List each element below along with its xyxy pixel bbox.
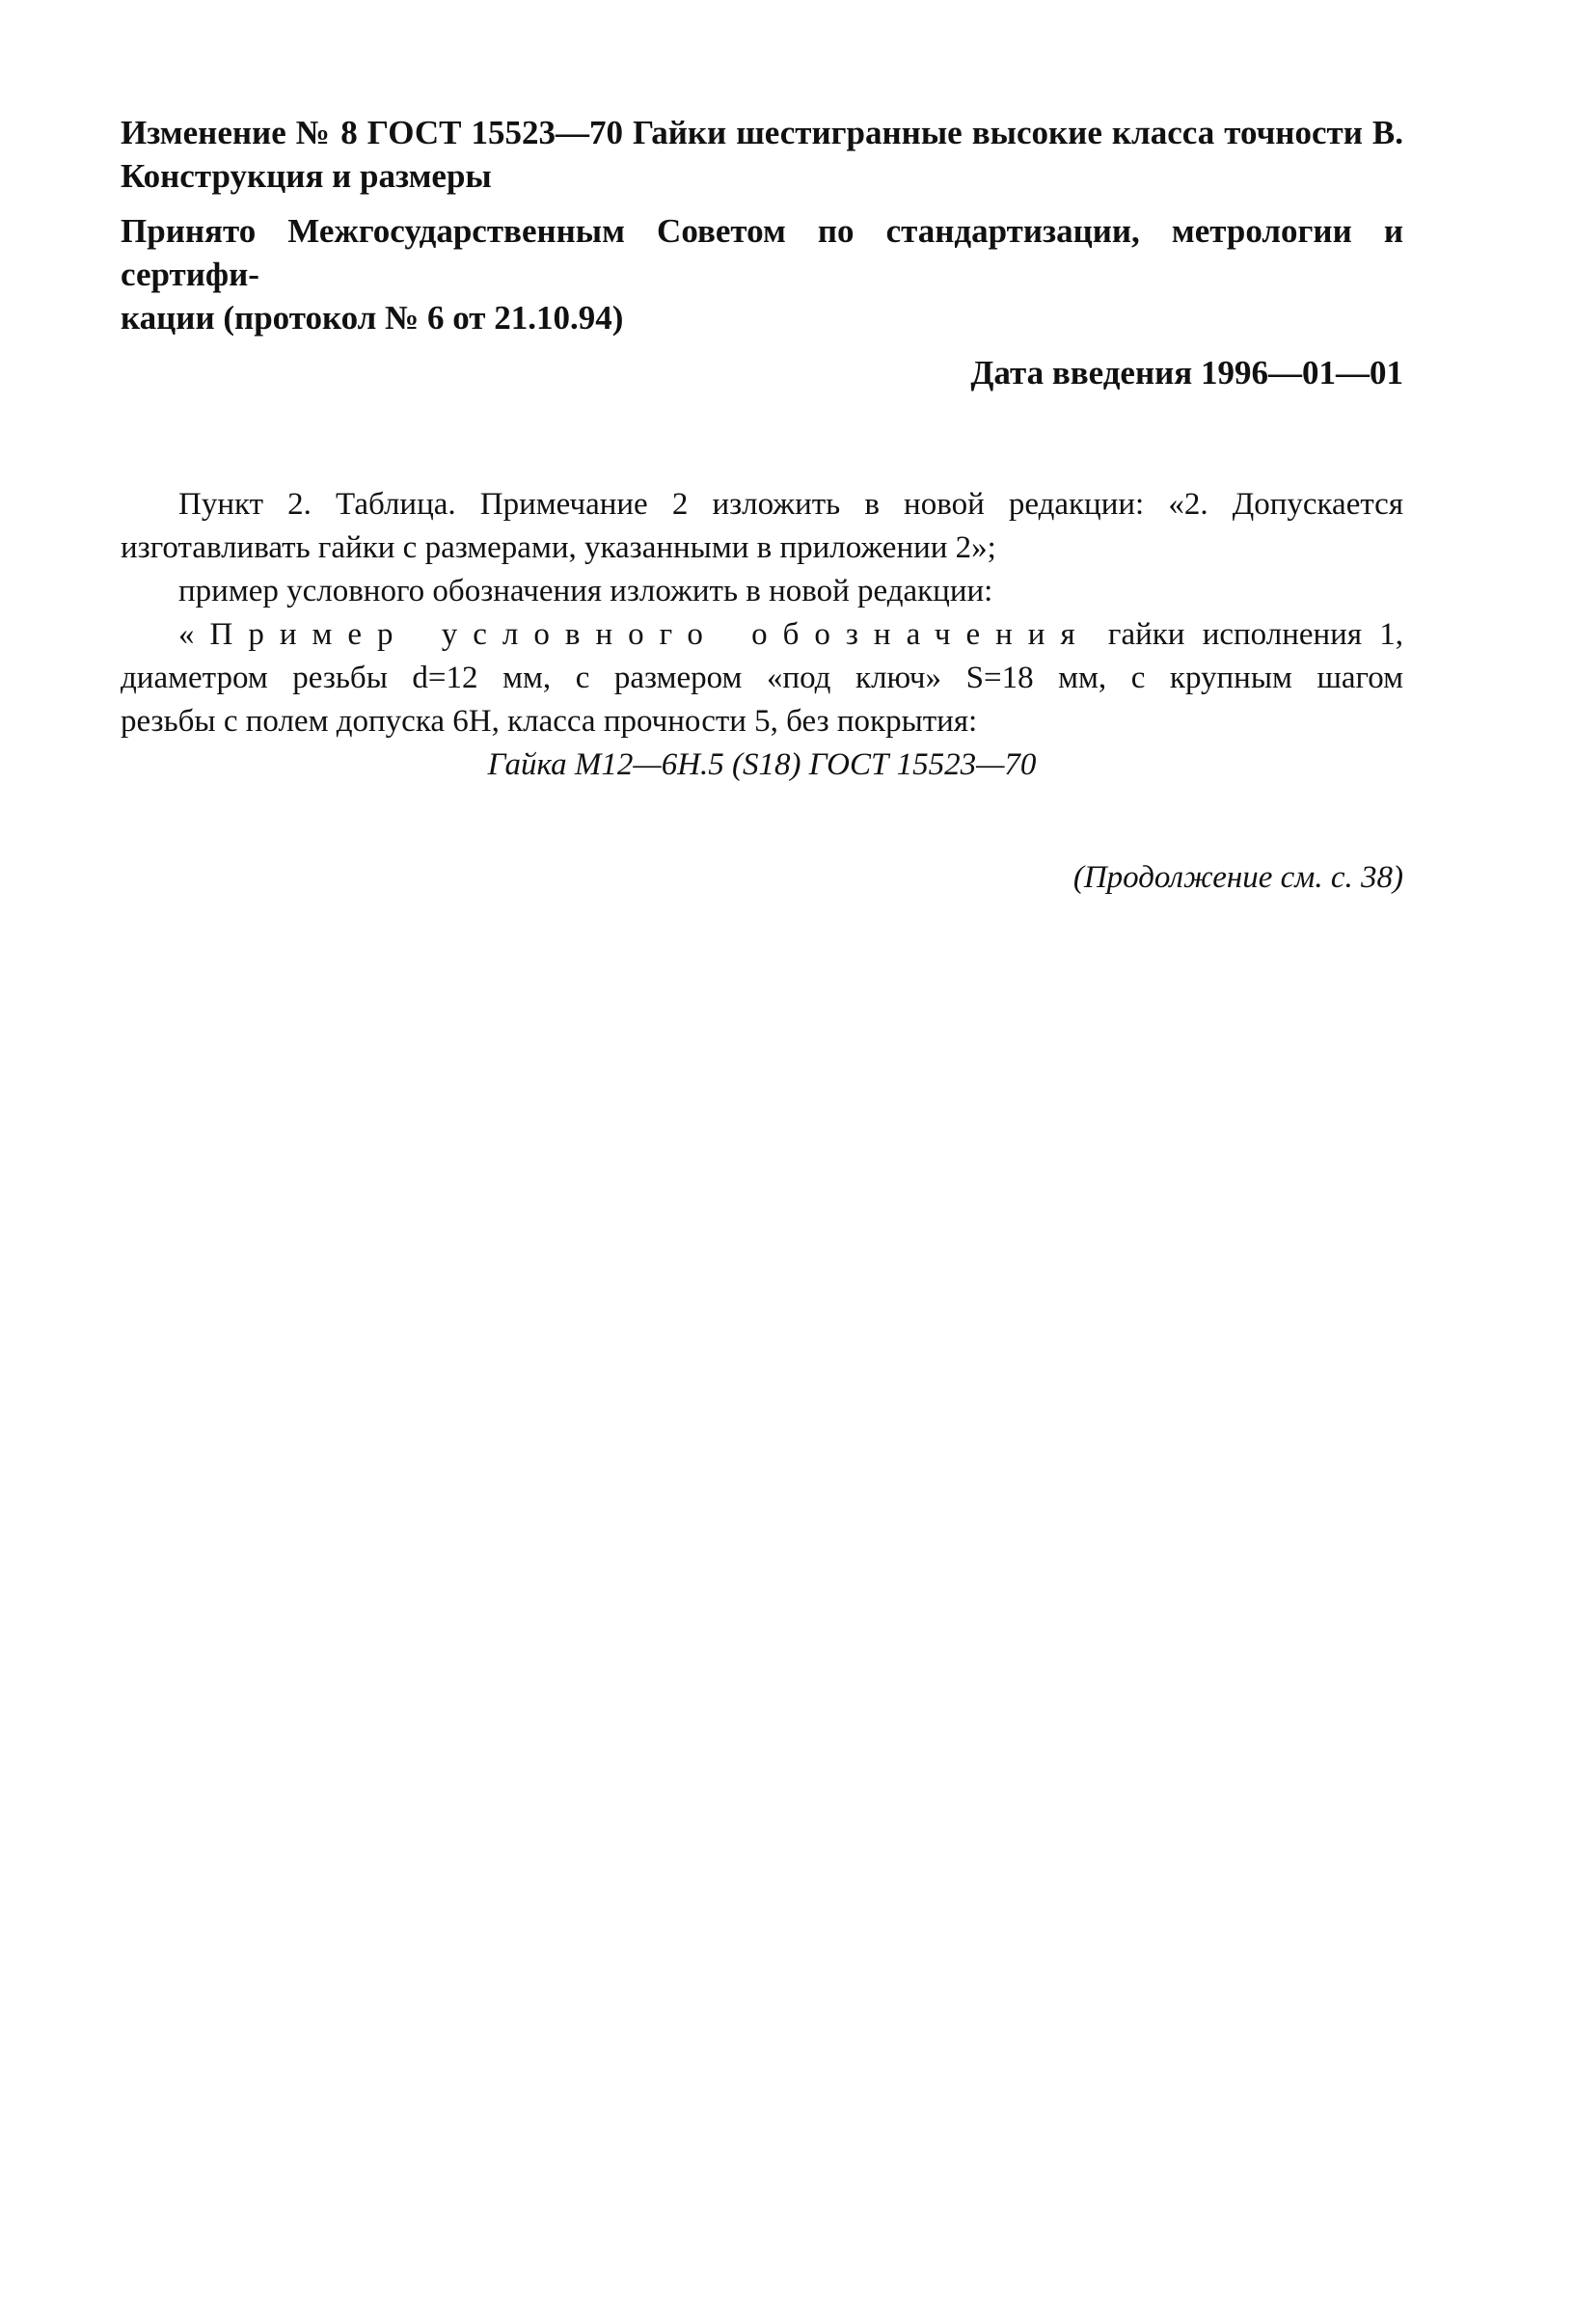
example-designation: Гайка М12—6Н.5 (S18) ГОСТ 15523—70 (487, 747, 1037, 782)
adopted-by (121, 209, 1403, 339)
title-line-1: Изменение № 8 ГОСТ 15523—70 Гайки шестигранные высокие класса точности В. (121, 114, 1403, 151)
paragraph-1-line-2: изготавливать гайки с размерами, указанными в приложении 2»; (121, 530, 996, 565)
paragraph-1-line-1: Пункт 2. Таблица. Примечание 2 изложить в новой редакции: «2. Допускается (178, 487, 1403, 522)
paragraph-2: пример условного обозначения изложить в новой редакции: (178, 574, 993, 608)
title-line-2: Конструкция и размеры (121, 157, 492, 195)
effective-date: Дата введения 1996—01—01 (970, 354, 1403, 392)
adopted-line-1: Принято Межгосударственным Советом по стандартизации, метрологии и сертифи- (121, 212, 1403, 293)
paragraph-3-line-3: резьбы с полем допуска 6Н, класса прочности 5, без покрытия: (121, 704, 978, 739)
adopted-line-2: кации (протокол № 6 от 21.10.94) (121, 299, 624, 337)
example-line-1-rest: гайки исполнения 1, (1090, 617, 1403, 652)
paragraph-3-line-1 (121, 613, 1403, 657)
paragraph-3-line-2: диаметром резьбы d=12 мм, с размером «под ключ» S=18 мм, с крупным шагом (121, 661, 1403, 695)
continuation-note: (Продолжение см. с. 38) (1072, 860, 1403, 895)
document-body (121, 483, 1403, 787)
example-heading-spaced: «Пример условного обозначения (178, 617, 1091, 652)
change-title (121, 111, 1403, 198)
document-page (121, 111, 1403, 900)
